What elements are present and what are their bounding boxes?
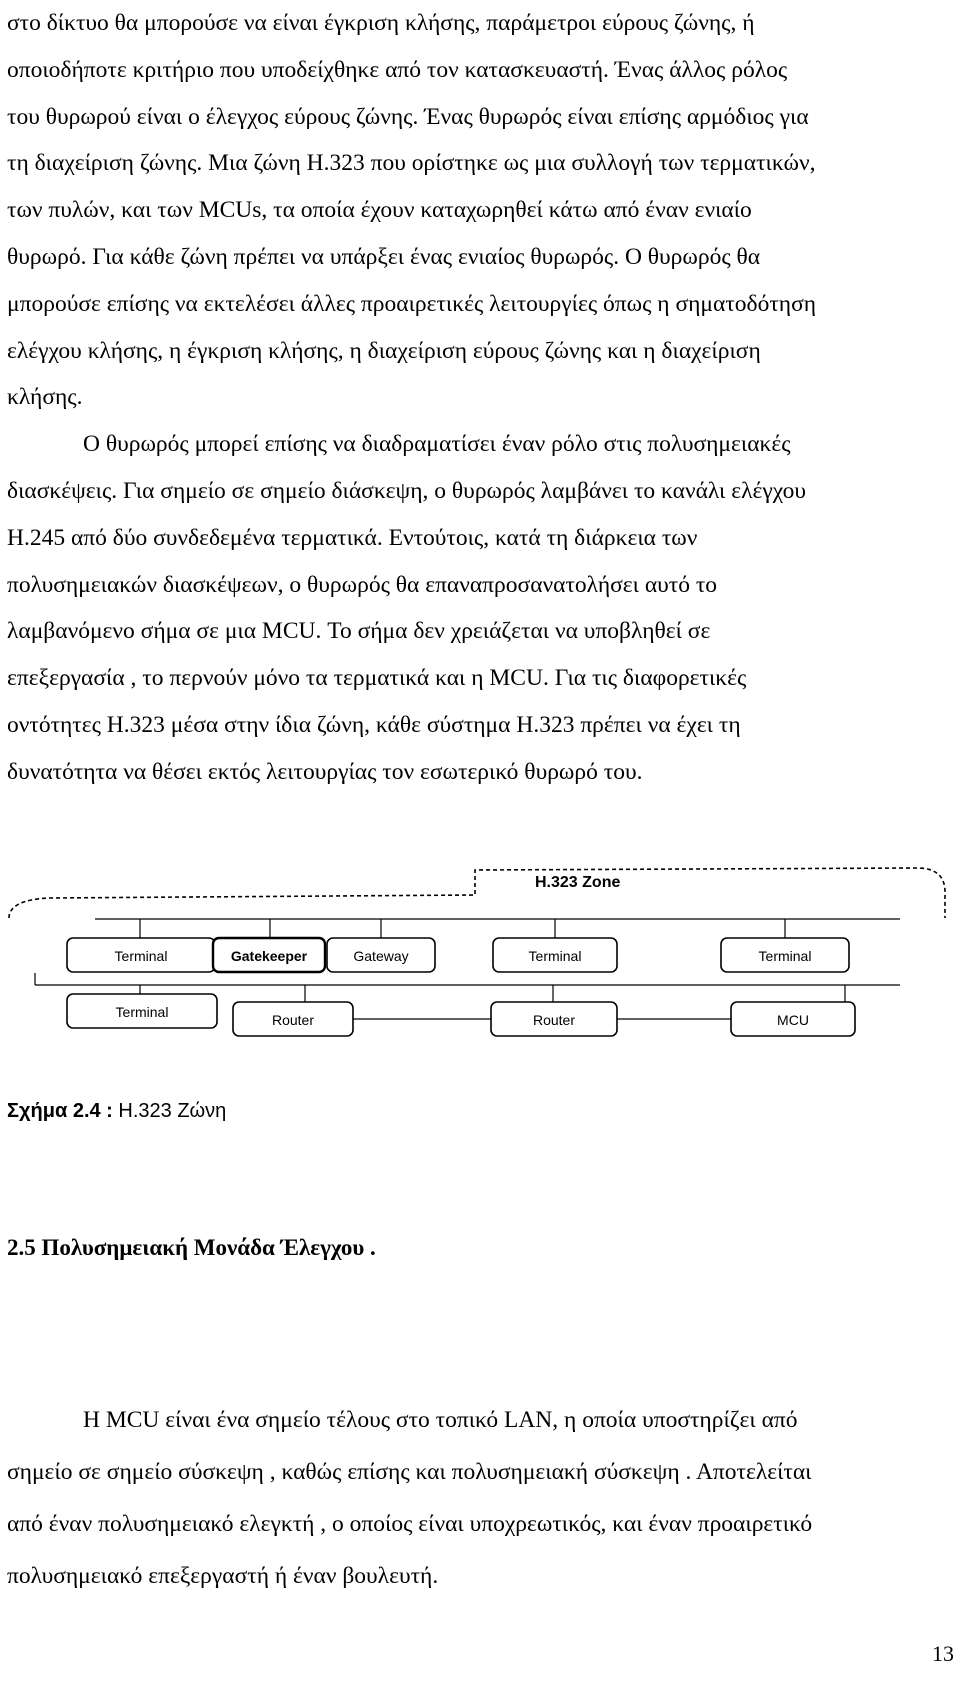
text-line: από έναν πολυσημειακό ελεγκτή , ο οποίος είναι υποχρεωτικός, και έναν προαιρετικό xyxy=(7,1511,813,1537)
zone-label: H.323 Zone xyxy=(535,874,621,891)
text-line: οντότητες H.323 μέσα στην ίδια ζώνη, κάθε σύστημα H.323 πρέπει να έχει τη xyxy=(7,711,741,738)
text-line: επεξεργασία , το περνούν μόνο τα τερματικά και η MCU. Για τις διαφορετικές xyxy=(7,665,747,692)
text-line: ελέγχου κλήσης, η έγκριση κλήσης, η διαχείριση εύρους ζώνης και η διαχείριση xyxy=(7,337,761,364)
text-line: κλήσης. xyxy=(7,384,83,411)
device-gateway xyxy=(327,919,435,972)
caption-text: H.323 Ζώνη xyxy=(118,1100,227,1122)
text-line: στο δίκτυο θα μπορούσε να είναι έγκριση κλήσης, παράμετροι εύρους ζώνης, ή xyxy=(7,10,755,36)
text-line: δυνατότητα να θέσει εκτός λειτουργίας τον εσωτερικό θυρωρό του. xyxy=(7,758,643,785)
text-line: πολυσημειακό επεξεργαστή ή έναν βουλευτή. xyxy=(7,1563,439,1589)
device-router xyxy=(233,1002,353,1036)
text-line: τη διαχείριση ζώνης. Μια ζώνη H.323 που ορίστηκε ως μια συλλογή των τερματικών, xyxy=(7,150,816,177)
device-terminal xyxy=(67,919,215,972)
body-text xyxy=(7,0,957,796)
zone-boundary xyxy=(9,868,945,918)
svg-text:Terminal: Terminal xyxy=(115,1004,169,1020)
text-line: πολυσημειακών διασκέψεων, ο θυρωρός θα επαναπροσανατολήσει αυτό το xyxy=(7,571,718,598)
section-heading: 2.5 Πολυσημειακή Μονάδα Έλεγχου . xyxy=(7,1235,376,1260)
device-terminal xyxy=(67,985,217,1028)
figure-caption xyxy=(7,1100,226,1123)
text-line: Ο θυρωρός μπορεί επίσης να διαδραματίσει έναν ρόλο στις πολυσημειακές xyxy=(83,431,791,458)
text-line: των πυλών, και των MCUs, τα οποία έχουν καταχωρηθεί κάτω από έναν ενιαίο xyxy=(7,197,752,224)
body-text xyxy=(7,1394,957,1602)
svg-text:Terminal: Terminal xyxy=(528,948,582,964)
svg-text:Router: Router xyxy=(532,1012,576,1028)
text-line: Η MCU είναι ένα σημείο τέλους στο τοπικό LAN, η οποία υποστηρίζει από xyxy=(83,1407,798,1433)
text-line: θυρωρό. Για κάθε ζώνη πρέπει να υπάρξει ένας ενιαίος θυρωρός. Ο θυρωρός θα xyxy=(7,243,761,270)
svg-text:Router: Router xyxy=(271,1012,315,1028)
svg-text:Terminal: Terminal xyxy=(114,948,168,964)
h323-zone-figure xyxy=(5,858,955,1038)
page-number: 13 xyxy=(932,1641,954,1666)
device-terminal xyxy=(493,919,617,972)
svg-text:Gatekeeper: Gatekeeper xyxy=(230,948,308,964)
text-line: μπορούσε επίσης να εκτελέσει άλλες προαιρετικές λειτουργίες όπως η σηματοδότηση xyxy=(7,290,817,317)
text-line: διασκέψεις. Για σημείο σε σημείο διάσκεψη, ο θυρωρός λαμβάνει το κανάλι ελέγχου xyxy=(7,477,807,504)
device-mcu xyxy=(731,1002,855,1036)
caption-prefix: Σχήμα 2.4 : xyxy=(7,1100,113,1122)
text-line: οποιοδήποτε κριτήριο που υποδείχθηκε από τον κατασκευαστή. Ένας άλλος ρόλος xyxy=(7,56,788,83)
svg-text:MCU: MCU xyxy=(777,1012,809,1028)
device-terminal xyxy=(721,919,849,972)
svg-text:Gateway: Gateway xyxy=(353,948,409,964)
device-router xyxy=(491,985,617,1036)
svg-text:Terminal: Terminal xyxy=(758,948,812,964)
text-line: H.245 από δύο συνδεδεμένα τερματικά. Εντούτοις, κατά τη διάρκεια των xyxy=(7,524,698,551)
text-line: του θυρωρού είναι ο έλεγχος εύρους ζώνης. Ένας θυρωρός είναι επίσης αρμόδιος για xyxy=(7,103,809,130)
device-gatekeeper xyxy=(213,919,325,972)
text-line: σημείο σε σημείο σύσκεψη , καθώς επίσης και πολυσημειακή σύσκεψη . Αποτελείται xyxy=(7,1459,812,1485)
text-line: λαμβανόμενο σήμα σε μια MCU. Το σήμα δεν χρειάζεται να υποβληθεί σε xyxy=(7,618,711,645)
